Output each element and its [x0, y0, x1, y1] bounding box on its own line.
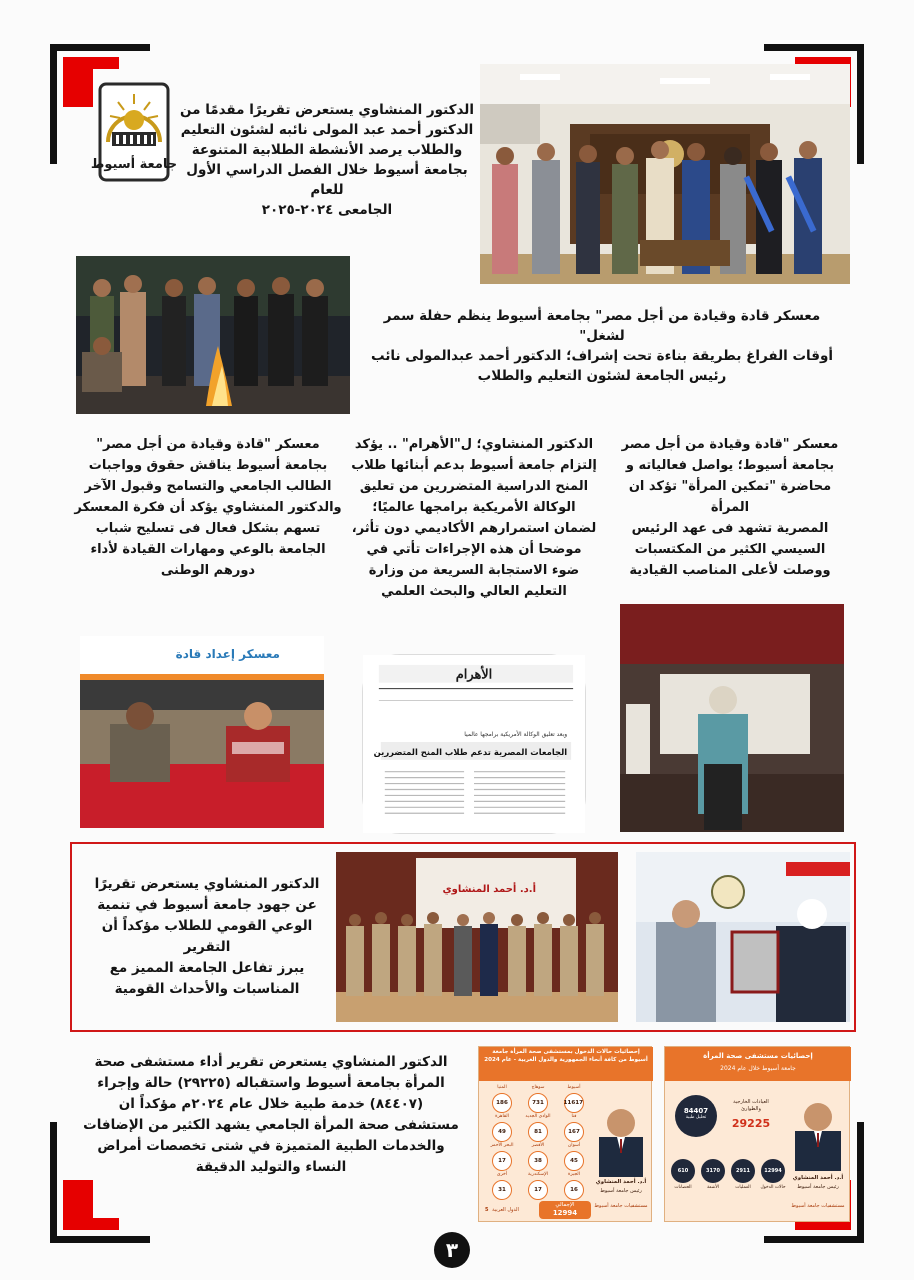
photo-award-ceremony	[636, 852, 850, 1022]
text-line: الجامعى ٢٠٢٤-٢٠٢٥	[261, 202, 393, 218]
text-line: المناسبات والأحداث القومية	[114, 981, 300, 997]
admissions-cell-value: 186	[492, 1093, 512, 1113]
arab-countries-value: 5	[485, 1207, 489, 1213]
analyses-value: 84407	[683, 1107, 709, 1115]
frame-bottom-right-h	[764, 1236, 864, 1243]
text-line: المنح الدراسية المتضررين من تعليق	[359, 479, 589, 494]
photo-lecture-speaker	[620, 604, 844, 832]
infographic-footer: مستشفيات جامعة أسيوط	[791, 1203, 845, 1209]
headline-article-4	[346, 434, 602, 602]
text-line: لضمان استمرارهم الأكاديمي دون تأثر،	[351, 521, 597, 536]
text-line: الدكتور المنشاوي يستعرض تقريرًا مقدمًا من	[179, 102, 474, 118]
infographic-footer: مستشفيات جامعة أسيوط	[594, 1203, 648, 1209]
text-line: محاضرة "تمكين المرأة" تؤكد ان المرأة	[628, 479, 832, 515]
logo-text: جامعة أسيوط	[90, 157, 178, 172]
admissions-cell-value: 45	[564, 1151, 584, 1171]
text-line: الدكتور أحمد عبد المولى نائبه لشئون التعليم	[180, 122, 474, 138]
frame-top-left-h	[50, 44, 150, 51]
hospital-stat-label: الأشعة	[707, 1185, 719, 1190]
text-line: معسكر قادة وقيادة من أجل مصر" بجامعة أسيوط ينظم حفلة سمر لشغل"	[383, 308, 821, 344]
headline-article-7	[70, 1052, 472, 1178]
text-line: التعليم العالي والبحث العلمي	[381, 584, 567, 599]
hospital-stat	[699, 1159, 727, 1199]
newspaper-kicker: وبعد تعليق الوكالة الأمريكية برامجها عالميا	[464, 731, 568, 739]
admissions-cell	[557, 1143, 591, 1171]
president-title: رئيس جامعة أسيوط	[600, 1188, 642, 1194]
total-admissions-box	[539, 1201, 591, 1219]
admissions-cell-label: الوادي الجديد	[525, 1114, 551, 1119]
admissions-cell-value: 17	[528, 1180, 548, 1200]
admissions-cell-label: سوهاج	[531, 1085, 545, 1090]
admissions-cell	[521, 1172, 555, 1200]
total-value: 12994	[552, 1209, 578, 1217]
text-line: والدكتور المنشاوي يؤكد أن فكرة المعسكر	[74, 500, 342, 515]
hospital-stat	[729, 1159, 757, 1199]
president-title: رئيس جامعة أسيوط	[797, 1184, 839, 1190]
admissions-cell-label: البحر الأحمر	[490, 1143, 514, 1148]
admissions-cell-label: أسوان	[567, 1143, 581, 1148]
admissions-cell	[485, 1114, 519, 1142]
admissions-cell	[557, 1085, 591, 1113]
admissions-cell	[521, 1085, 555, 1113]
total-label: الإجمالي	[555, 1202, 575, 1208]
text-line: الطالب الجامعي والتسامح وقبول الآخر	[84, 479, 332, 494]
admissions-cell-value: 81	[528, 1122, 548, 1142]
frame-top-left-v	[50, 44, 57, 164]
admissions-cell	[485, 1172, 519, 1200]
headline-article-1	[178, 100, 476, 220]
admissions-cell-label: الأقصر	[531, 1143, 545, 1148]
headline-article-2	[360, 306, 844, 386]
photo-meeting-group	[480, 64, 850, 284]
admissions-cell-value: 38	[528, 1151, 548, 1171]
text-line: ووصلت لأعلى المناصب القيادية	[629, 563, 831, 578]
headline-article-3	[612, 434, 848, 581]
frame-top-right-v	[857, 44, 864, 164]
hospital-title: إحصائيات مستشفى صحة المرأة	[703, 1052, 813, 1060]
text-line: (٨٤٤٠٧) خدمة طبية خلال عام ٢٠٢٤م مؤكداً ان	[118, 1096, 424, 1112]
admissions-cell	[557, 1172, 591, 1200]
president-portrait	[593, 1097, 649, 1177]
infographic-admissions	[478, 1046, 652, 1222]
admissions-cell-value: 49	[492, 1122, 512, 1142]
text-line: يبرز تفاعل الجامعة المميز مع	[109, 960, 305, 976]
text-line: الوكالة الأمريكية برامجها عالميًا؛	[372, 500, 576, 515]
frame-bottom-right-v	[857, 1122, 864, 1243]
text-line: معسكر "قادة وقيادة من أجل مصر"	[96, 437, 320, 452]
text-line: عن جهود جامعة أسيوط في تنمية	[97, 897, 317, 913]
hospital-stat-label: حالات الدخول	[760, 1185, 786, 1190]
hospital-stat-value: 3170	[701, 1159, 725, 1183]
hospital-stat-value: 610	[671, 1159, 695, 1183]
photo-newspaper-clipping	[362, 654, 586, 834]
text-line: أوقات الفراغ بطريقة بناءة تحت إشراف؛ الدكتور أحمد عبدالمولى نائب	[371, 348, 833, 364]
outpatients-label: العيادات الخارجية والطوارئ	[733, 1099, 769, 1112]
frame-bottom-left-v	[50, 1122, 57, 1243]
text-line: بجامعة أسيوط؛ يواصل فعالياته و	[625, 458, 835, 473]
hospital-circles-row	[669, 1159, 787, 1199]
admissions-cell-label: القاهرة	[495, 1114, 509, 1119]
frame-top-left-red-h	[63, 57, 119, 69]
admissions-cell-label: أسيوط	[567, 1085, 581, 1090]
hospital-stat-label: الحضانات	[674, 1185, 692, 1190]
text-line: دورهم الوطنى	[160, 563, 256, 578]
text-line: الدكتور المنشاوي يستعرض تقرير أداء مستشفى صحة	[94, 1054, 448, 1070]
camp-banner-text: معسكر إعداد قادة	[175, 647, 280, 661]
text-line: المصرية تشهد فى عهد الرئيس	[631, 521, 829, 536]
text-line: الدكتور المنشاوي؛ ل"الأهرام" .. يؤكد	[354, 437, 594, 452]
admissions-cell-label: أخرى	[496, 1172, 508, 1177]
photo-campfire-night	[76, 256, 350, 414]
text-line: النساء والتوليد الدقيقة	[195, 1159, 347, 1175]
admissions-cell-value: 731	[528, 1093, 548, 1113]
admissions-cell-label: المنيا	[497, 1085, 507, 1090]
headline-article-5	[74, 434, 342, 581]
text-line: إلتزام جامعة أسيوط بدعم أبنائها طلاب	[351, 458, 597, 473]
text-line: موضحا أن هذه الإجراءات تأتي في	[366, 542, 582, 557]
president-portrait	[789, 1091, 847, 1171]
newspaper-masthead: الأهرام	[455, 667, 493, 683]
outpatients-box	[723, 1099, 779, 1143]
headline-article-6	[82, 874, 332, 1000]
text-line: بجامعة أسيوط يناقش حقوق وواجبات	[88, 458, 328, 473]
hospital-subtitle: جامعة أسيوط خلال عام 2024	[720, 1065, 796, 1072]
admissions-cell-label: الجيزة	[568, 1172, 580, 1177]
admissions-cell-value: 17	[492, 1151, 512, 1171]
admissions-cell-value: 167	[564, 1122, 584, 1142]
hospital-stat-value: 12994	[761, 1159, 785, 1183]
infographic-title: إحصائيات حالات الدخول بمستشفى صحة المرأة جامعة أسيوط من كافة أنحاء الجمهورية والدول العربية - عام 2024	[484, 1049, 648, 1063]
president-name: أ.د. أحمد المنشاوي	[595, 1179, 647, 1185]
hospital-stat	[669, 1159, 697, 1199]
text-line: معسكر "قادة وقيادة من أجل مصر	[621, 437, 839, 452]
admissions-cell	[485, 1143, 519, 1171]
outpatients-value: 29225	[731, 1117, 771, 1130]
page-number: ٣	[434, 1232, 470, 1268]
photo-seminar-panel	[80, 636, 324, 828]
text-line: تسهم بشكل فعال فى تسليح شباب	[95, 521, 321, 536]
arab-countries-cell	[485, 1207, 519, 1221]
text-line: الدكتور المنشاوي يستعرض تقريرًا	[94, 876, 320, 892]
text-line: والطلاب يرصد الأنشطة الطلابية المتنوعة	[191, 142, 463, 158]
hospital-stat-label: العمليات	[735, 1185, 751, 1190]
admissions-cell-label: الإسكندرية	[527, 1172, 549, 1177]
analyses-label: تحليل طبية	[685, 1115, 707, 1120]
text-line: مستشفى صحة المرأة الجامعي يشهد الكثير من الإضافات	[83, 1117, 459, 1133]
photo-stage-group	[336, 852, 618, 1022]
stage-banner-text: أ.د. أحمد المنشاوي	[442, 884, 536, 895]
admissions-cell-value: 16	[564, 1180, 584, 1200]
text-line: رئيس الجامعة لشئون التعليم والطلاب	[477, 368, 727, 384]
president-name: أ.د. أحمد المنشاوي	[792, 1175, 844, 1181]
admissions-grid	[483, 1085, 591, 1211]
text-line: بجامعة أسيوط خلال الفصل الدراسي الأول للعام	[186, 162, 468, 198]
frame-bottom-left-h	[50, 1236, 150, 1243]
frame-top-right-h	[764, 44, 864, 51]
admissions-cell	[557, 1114, 591, 1142]
text-line: ضوء الاستجابة السريعة من وزارة	[368, 563, 580, 578]
frame-bottom-left-red-h	[63, 1218, 119, 1230]
admissions-cell-value: 11617	[564, 1093, 584, 1113]
analyses-circle	[675, 1095, 717, 1137]
text-line: السيسي الكثير من المكتسبات	[634, 542, 826, 557]
arab-countries-label: الدول العربية	[492, 1207, 519, 1213]
university-logo	[90, 82, 178, 182]
admissions-cell-value: 31	[492, 1180, 512, 1200]
text-line: الجامعة بالوعي ومهارات القيادة لأداء	[90, 542, 326, 557]
hospital-stat	[759, 1159, 787, 1199]
admissions-cell	[521, 1143, 555, 1171]
infographic-hospital-stats	[664, 1046, 850, 1222]
hospital-stat-value: 2911	[731, 1159, 755, 1183]
admissions-cell-label: قنا	[571, 1114, 577, 1119]
admissions-cell	[521, 1114, 555, 1142]
text-line: والخدمات الطبية المتميزة في شتى تخصصات أمراض	[97, 1138, 445, 1154]
admissions-cell	[485, 1085, 519, 1113]
newspaper-headline: الجامعات المصرية تدعم طلاب المنح المتضررين	[373, 746, 568, 757]
text-line: الوعي القومي للطلاب مؤكداً أن التقرير	[101, 918, 313, 955]
text-line: المرأة بجامعة أسيوط واستقباله (٢٩٢٢٥) حالة وإجراء	[97, 1075, 445, 1091]
